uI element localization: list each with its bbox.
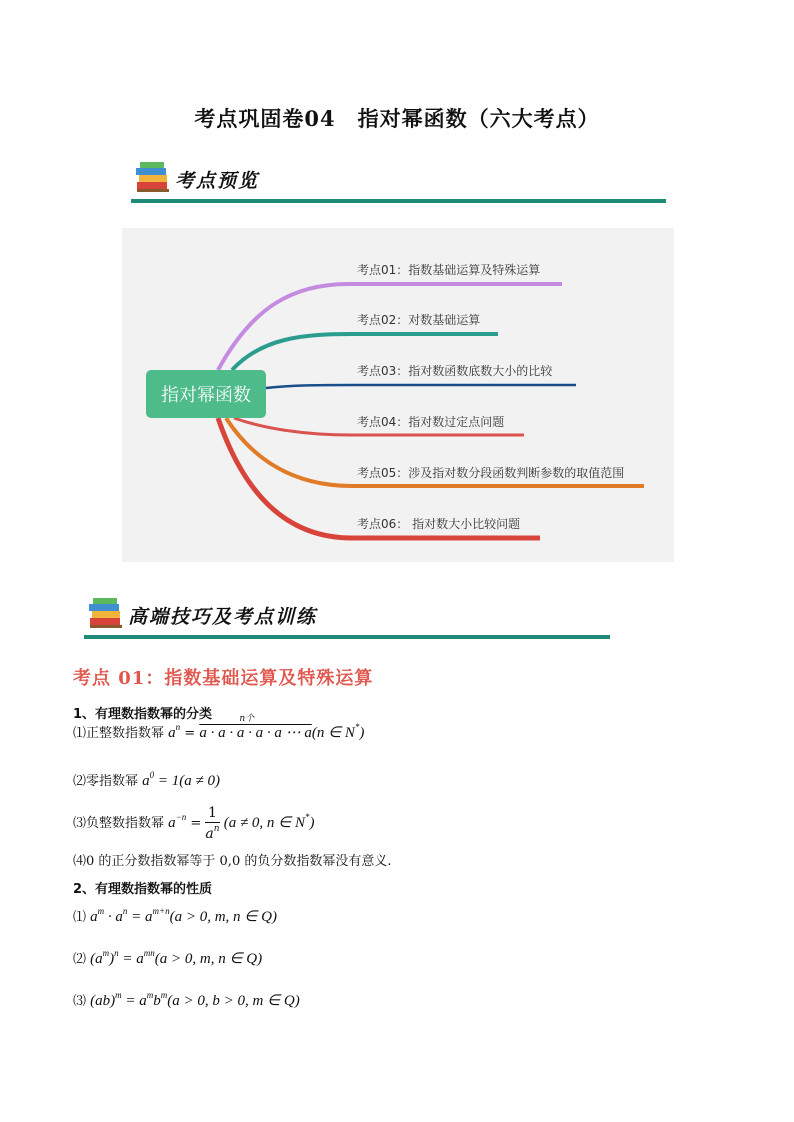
mind-map-label-05: 考点05：涉及指对数分段函数判断参数的取值范围 xyxy=(357,466,625,480)
books-icon xyxy=(86,596,126,632)
page-title: 考点巩固卷04 指对幂函数（六大考点） xyxy=(194,106,600,131)
mind-map-label-03: 考点03：指对数函数底数大小的比较 xyxy=(357,364,553,378)
mind-map-root: 指对幂函数 xyxy=(146,370,266,418)
section-heading: 考点 01：指数基础运算及特殊运算 xyxy=(73,668,374,689)
formula-prefix: ⑶负整数指数幂 xyxy=(73,816,165,831)
banner-rule xyxy=(84,635,610,639)
formula-prefix: ⑶ xyxy=(73,994,87,1009)
mind-map-label-01: 考点01：指数基础运算及特殊运算 xyxy=(357,263,541,277)
mind-map-label-06: 考点06： 指对数大小比较问题 xyxy=(357,517,521,531)
banner-label: 考点预览 xyxy=(175,170,260,192)
formula-prefix: ⑵零指数幂 xyxy=(73,774,139,789)
formula-prefix: ⑴正整数指数幂 xyxy=(73,726,165,741)
sub-heading: 2、有理数指数幂的性质 xyxy=(73,882,213,897)
banner-label: 高端技巧及考点训练 xyxy=(128,606,318,628)
mind-map xyxy=(122,228,674,562)
formula-line: ⑷0 的正分数指数幂等于 0,0 的负分数指数幂没有意义. xyxy=(73,854,392,869)
mind-map-label-02: 考点02：对数基础运算 xyxy=(357,313,481,327)
banner-rule xyxy=(131,199,666,203)
section-banner-preview xyxy=(133,160,673,200)
formula-line: ⑶负整数指数幂 $a^{-n}$ = $\frac{1}{a^n}$ (a ≠ 0, n ∈ N*) xyxy=(73,805,315,842)
formula-prefix: ⑴ xyxy=(73,910,87,925)
overbrace-label: n个 xyxy=(239,714,255,724)
sub-heading: 1、有理数指数幂的分类 xyxy=(73,707,213,722)
formula-line: ⑵ $(a^m)^n = a^{mn}(a > 0$, m, n ∈ Q) xyxy=(73,948,263,967)
formula-line: ⑴ $a^m \cdot a^n = a^{m+n}(a > 0$, m, n ∈ Q) xyxy=(73,906,277,925)
mind-map-label-04: 考点04：指对数过定点问题 xyxy=(357,415,505,429)
formula-line: ⑶ $(ab)^m = a^mb^m(a > 0$, b > 0, m ∈ Q) xyxy=(73,990,300,1009)
section-banner-training xyxy=(86,596,626,636)
books-icon xyxy=(133,160,173,196)
formula-line: ⑴正整数指数幂 $a^n$ = n个 a · a · a · a · a ⋯ a(n ∈ N*) xyxy=(73,722,364,756)
branch-03 xyxy=(266,385,576,388)
formula-prefix: ⑵ xyxy=(73,952,87,967)
formula-line: ⑵零指数幂 $a^0 = 1(a \ne 0)$ xyxy=(73,770,221,789)
